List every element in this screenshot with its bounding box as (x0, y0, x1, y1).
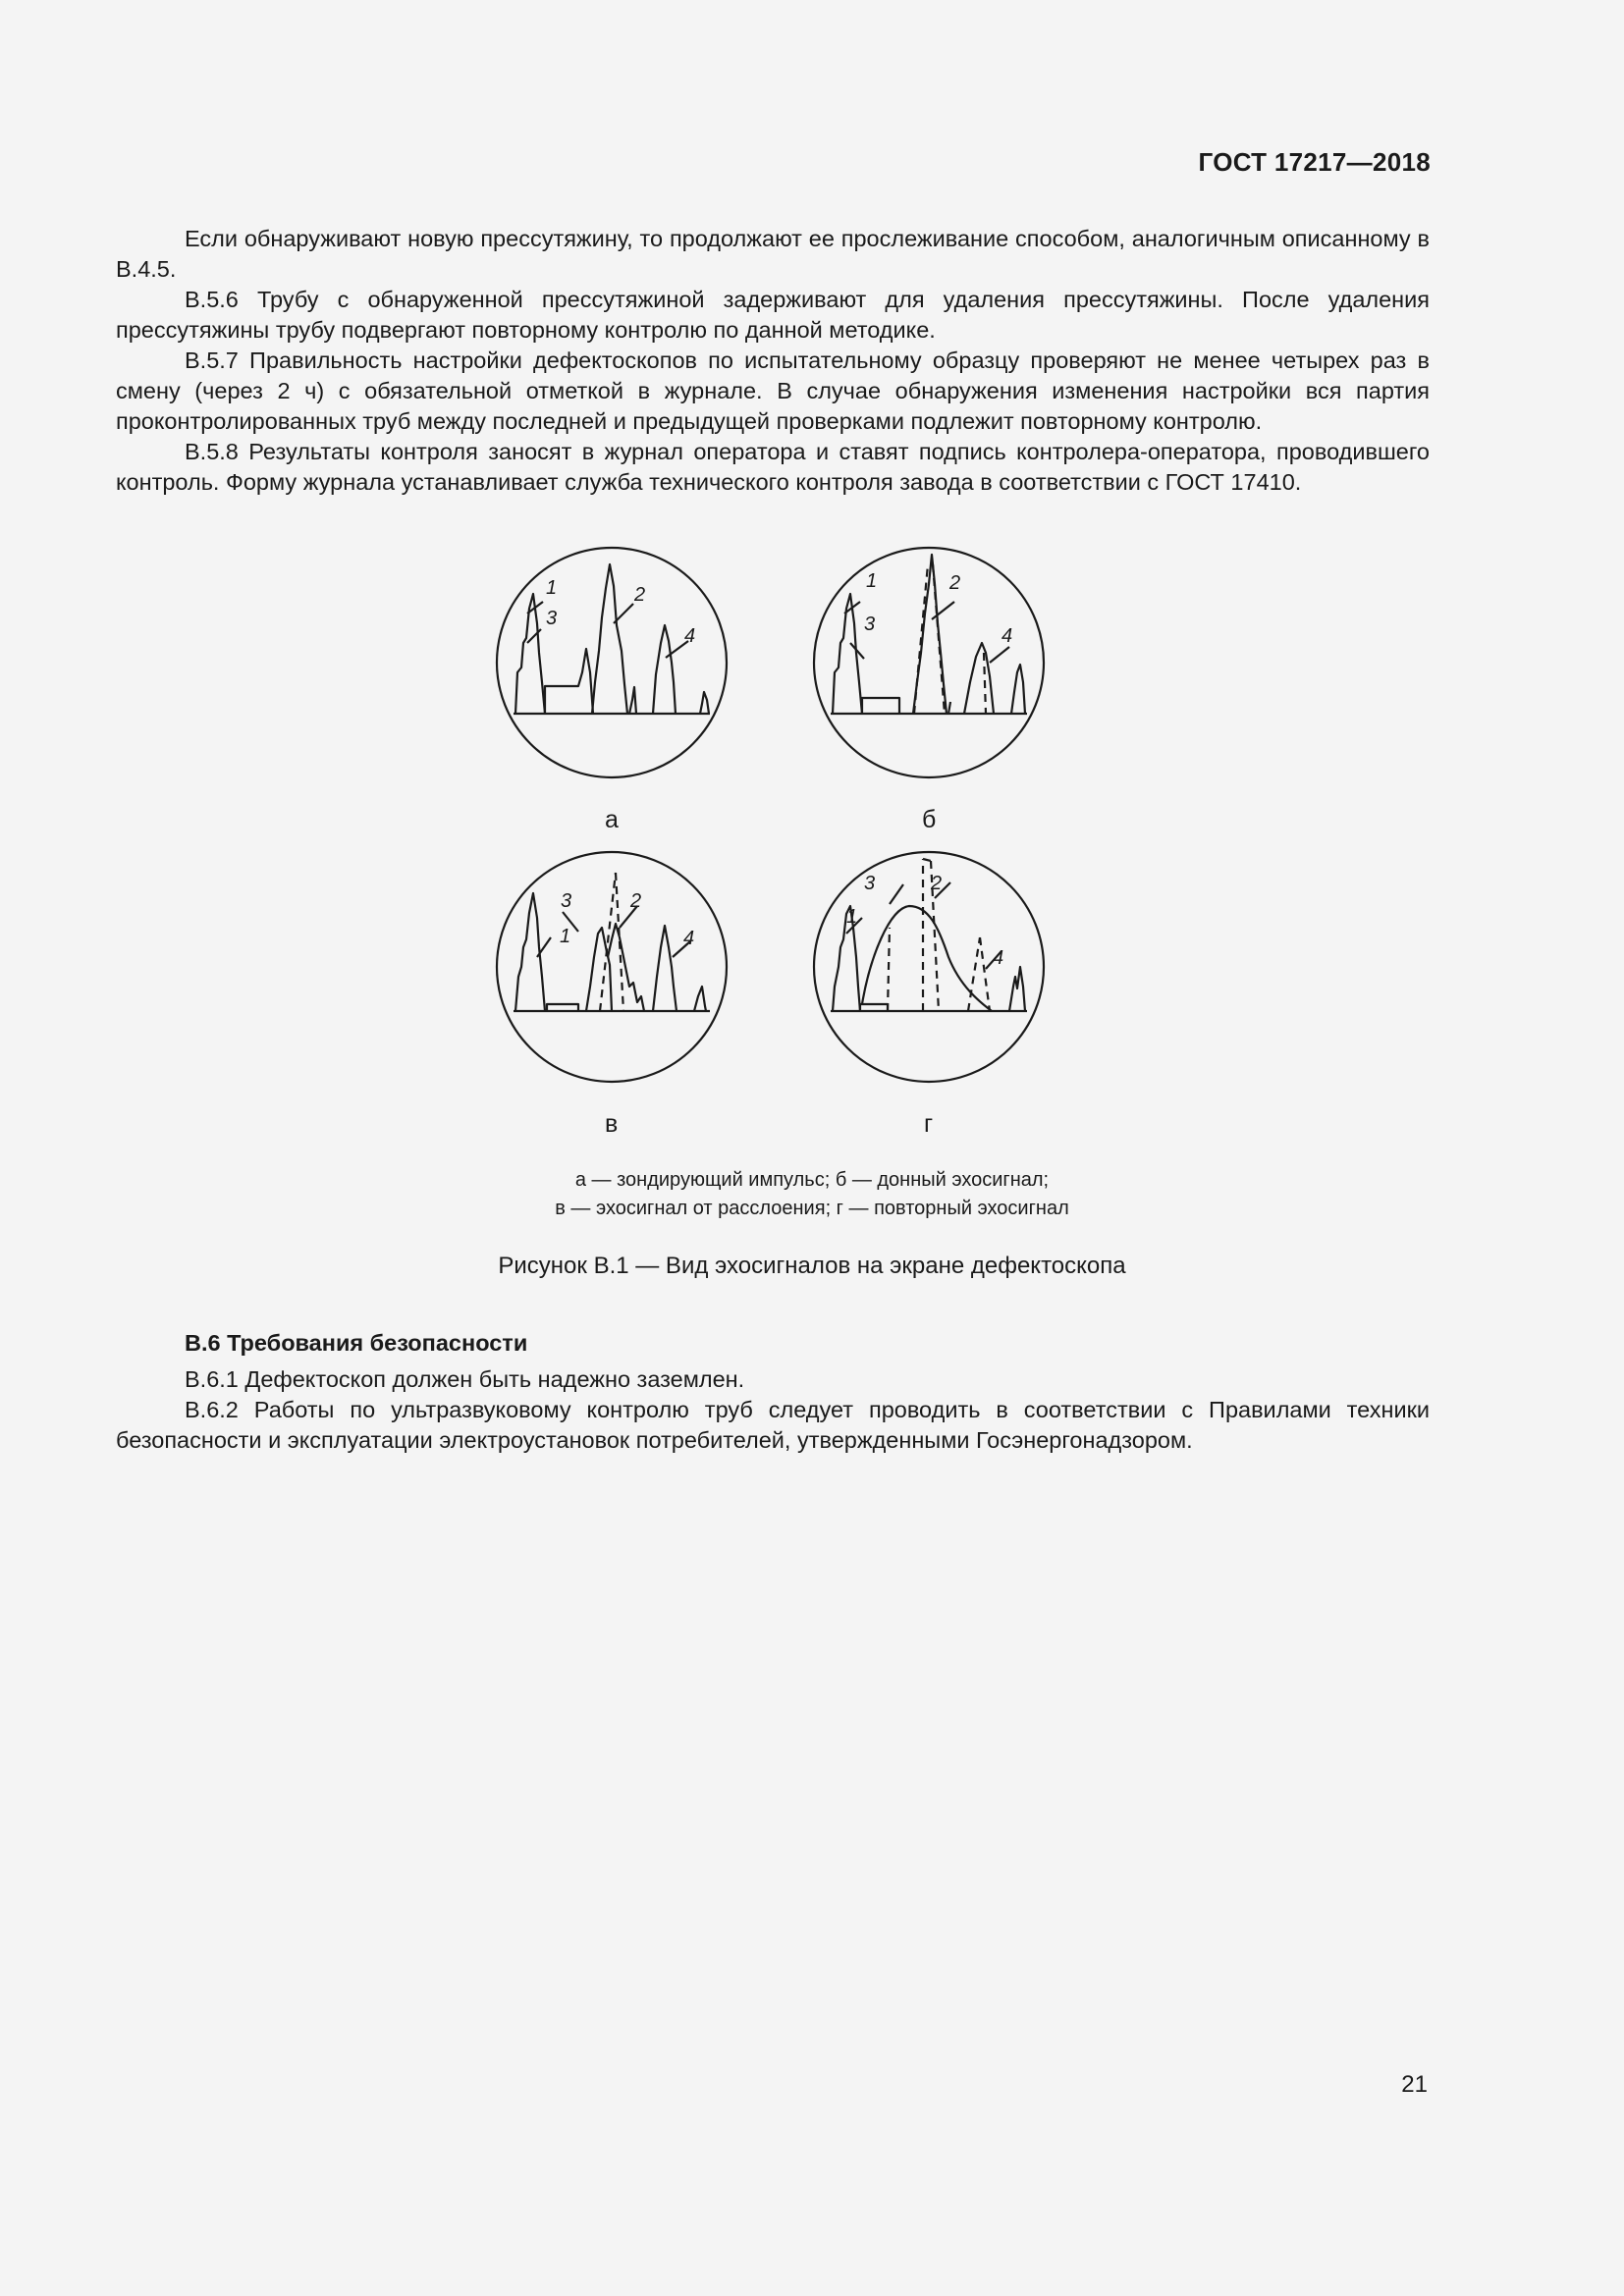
callout-number: 3 (561, 890, 572, 912)
callout-number: 4 (683, 928, 695, 949)
section-heading: В.6 Требования безопасности (185, 1330, 528, 1356)
callout-number: 3 (864, 873, 876, 894)
body-text (116, 224, 1430, 498)
callout-number: 2 (630, 890, 642, 912)
echo-signals-drawing (461, 535, 1168, 1124)
document-header: ГОСТ 17217—2018 (1198, 147, 1431, 177)
safety-section (116, 1328, 1430, 1456)
paragraph: Если обнаруживают новую прессутяжину, то продолжают ее прослеживание способом, аналогичным описанному в В.4.5. (116, 226, 1430, 282)
panel-a-screen (497, 548, 727, 777)
figure-caption: Рисунок В.1 — Вид эхосигналов на экране дефектоскопа (498, 1253, 1126, 1279)
paragraph: В.5.7 Правильность настройки дефектоскопов по испытательному образцу проверяют не менее четырех раз в смену (через 2 ч) с обязательной отметкой в журнале. В случае обнаружения изменения настройки вся партия проконтролированных труб между последней и предыдущей проверками подлежит повторному контролю. (116, 347, 1430, 434)
callout-number: 4 (684, 625, 696, 647)
panel-label-b: б (922, 806, 937, 833)
page-number: 21 (1401, 2071, 1428, 2098)
callout-number: 1 (560, 926, 571, 947)
panel-label-d: г (924, 1110, 934, 1138)
paragraph: В.6.1 Дефектоскоп должен быть надежно заземлен. (185, 1366, 745, 1392)
callout-number: 3 (864, 614, 876, 635)
figure-legend-line-1: а — зондирующий импульс; б — донный эхосигнал; (574, 1169, 1050, 1191)
callout-number: 1 (546, 577, 558, 599)
callout-number: 3 (546, 608, 558, 629)
panel-c-screen (497, 852, 727, 1082)
paragraph: В.5.6 Трубу с обнаруженной прессутяжиной задерживают для удаления прессутяжины. После удаления прессутяжины трубу подвергают повторному контролю по данной методике. (116, 287, 1430, 343)
callout-number: 2 (634, 584, 646, 606)
paragraph: В.6.2 Работы по ультразвуковому контролю труб следует проводить в соответствии с Правилами техники безопасности и эксплуатации электроустановок потребителей, утвержденными Госэнергонадзором. (116, 1397, 1430, 1453)
callout-number: 1 (846, 906, 858, 928)
figure-echo-signals (461, 535, 1168, 1138)
panel-label-c: в (605, 1110, 619, 1138)
figure-legend-line-2: в — эхосигнал от расслоения; г — повторный эхосигнал (555, 1198, 1069, 1219)
callout-number: 2 (949, 572, 961, 594)
callout-number: 2 (931, 873, 943, 894)
panel-b-screen (814, 548, 1044, 777)
callout-number: 4 (993, 947, 1004, 969)
callout-number: 1 (866, 570, 878, 592)
panel-d-screen (814, 852, 1044, 1082)
paragraph: В.5.8 Результаты контроля заносят в журнал оператора и ставят подпись контролера-оператора, проводившего контроль. Форму журнала устанавливает служба технического контроля завода в соответствии с ГОСТ 17410. (116, 439, 1430, 495)
panel-label-a: а (605, 806, 619, 833)
callout-number: 4 (1001, 625, 1013, 647)
